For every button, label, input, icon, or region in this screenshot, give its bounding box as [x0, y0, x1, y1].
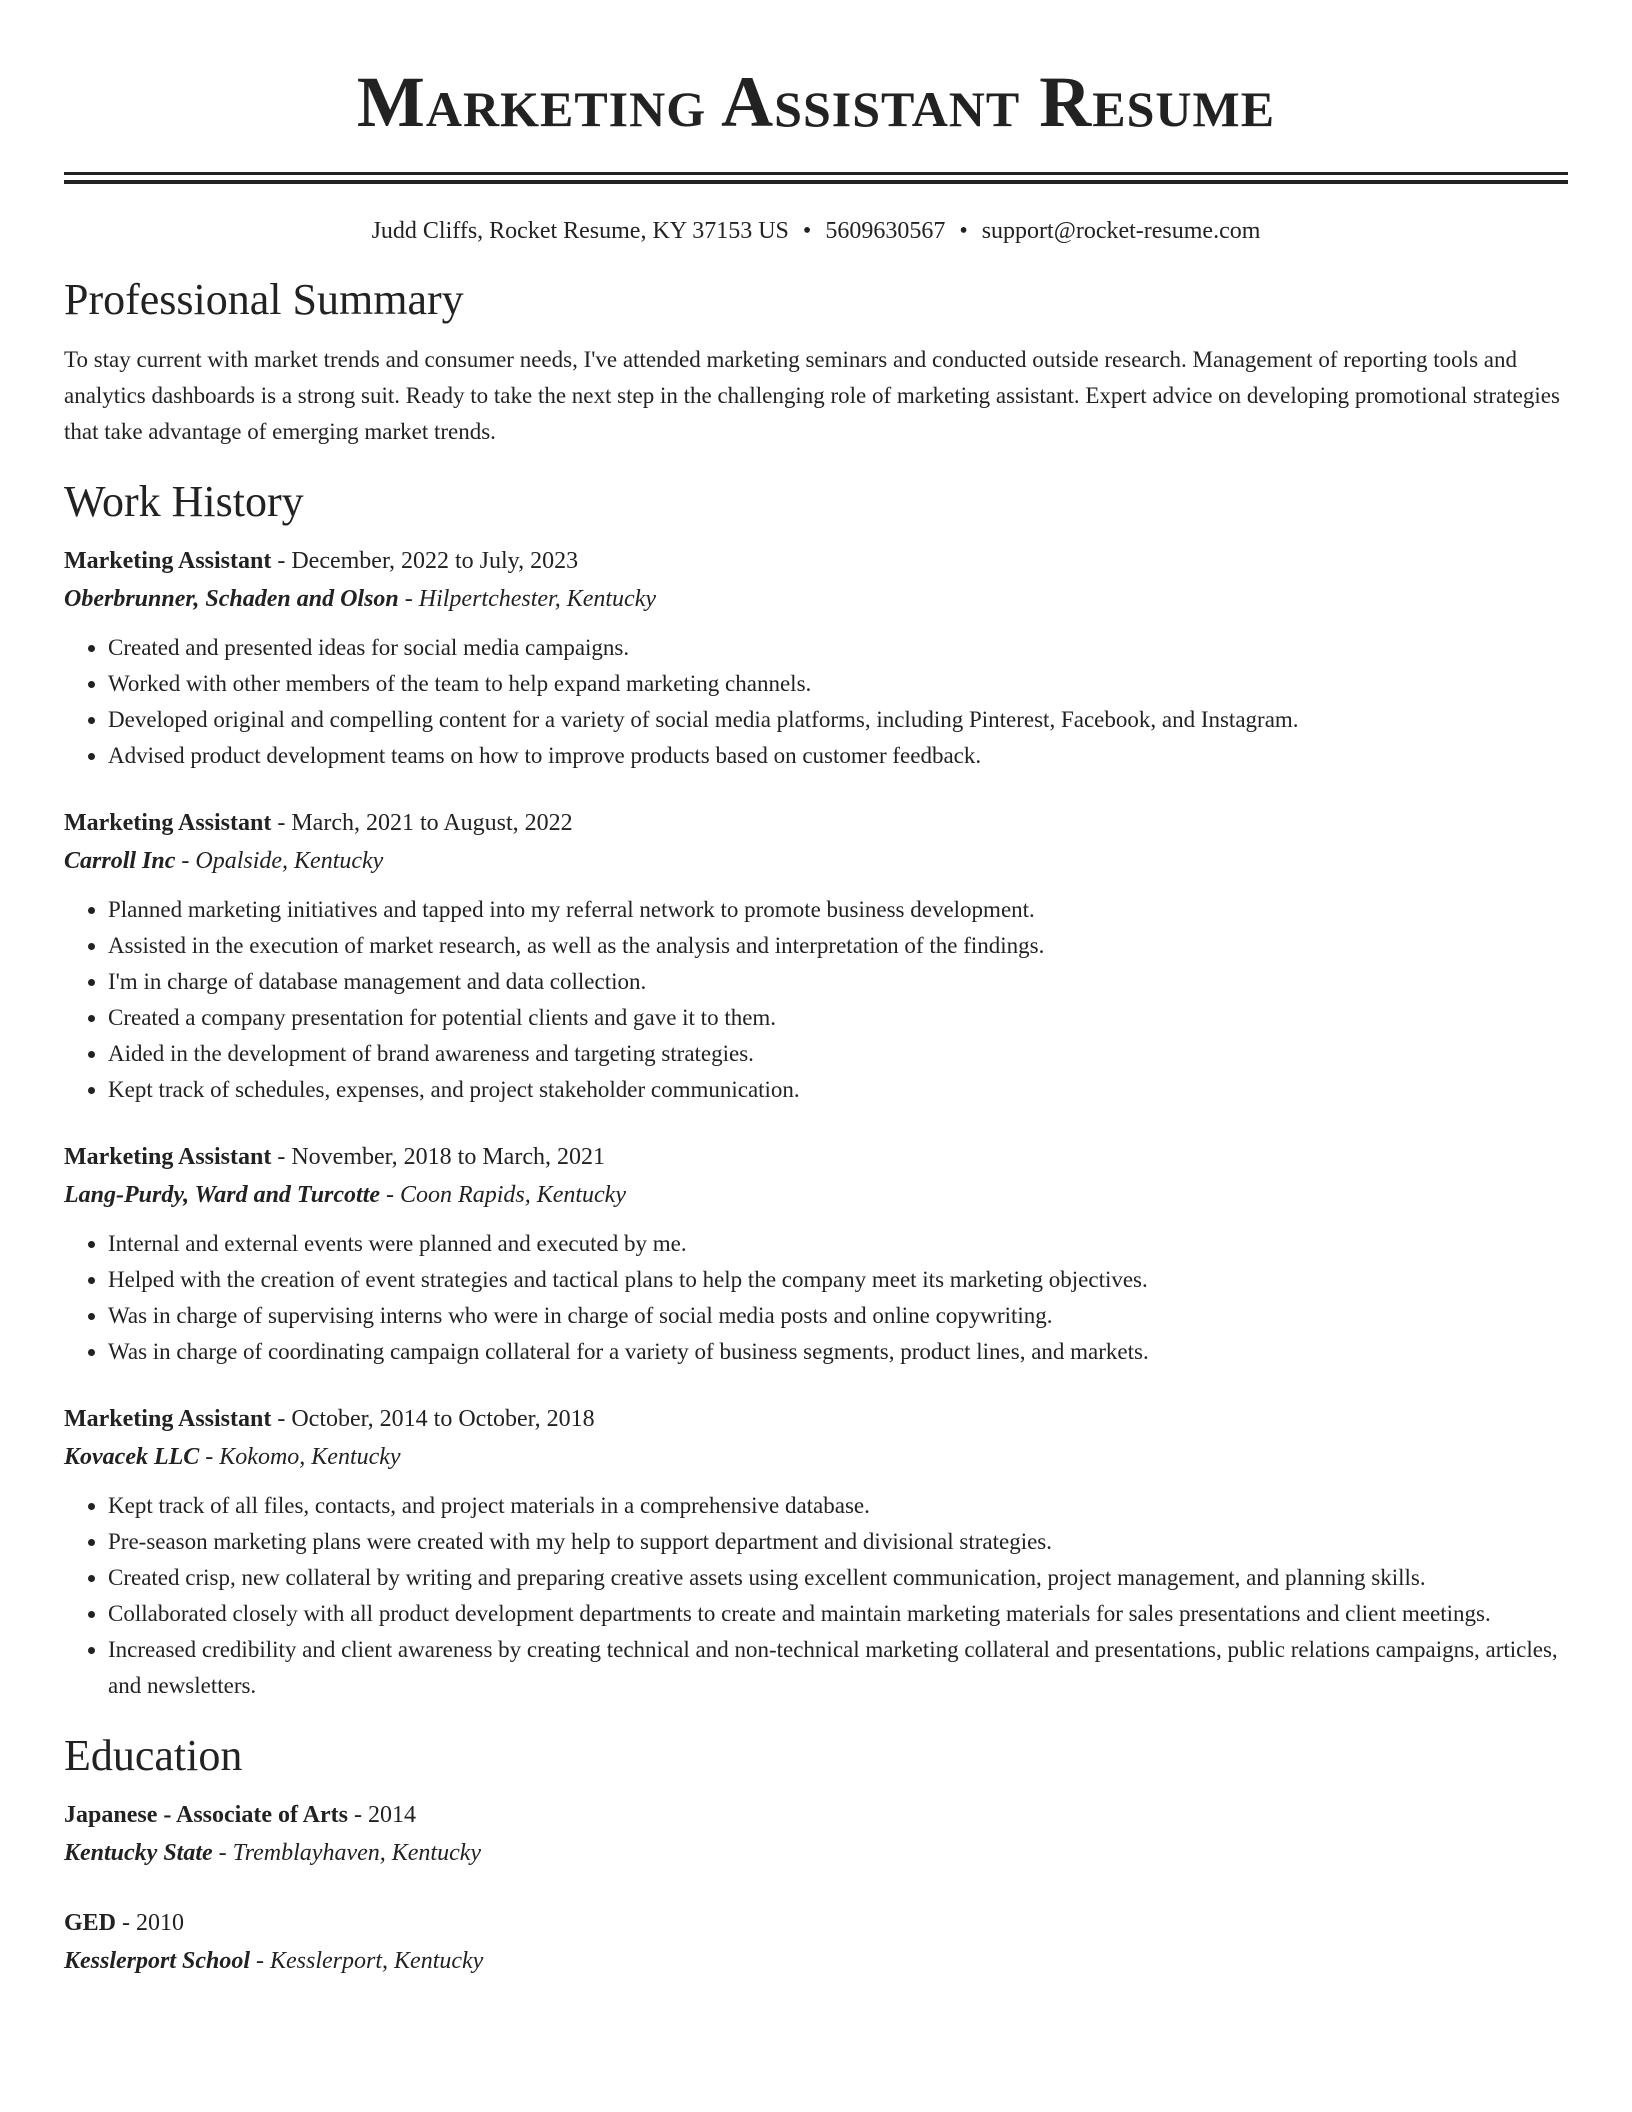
job-duty-item: • Pre-season marketing plans were created with my help to support department and divisional strategies. [108, 1524, 1568, 1560]
job-company-line [64, 580, 1568, 618]
job-company: Carroll Inc [64, 848, 176, 874]
job-duty-item: • I'm in charge of database management and data collection. [108, 964, 1568, 1000]
job-role: Marketing Assistant [64, 810, 272, 836]
education-list [64, 1796, 1568, 1980]
job-duties-list [64, 1226, 1568, 1370]
job-dates: - March, 2021 to August, 2022 [271, 810, 573, 836]
contact-address: Judd Cliffs, Rocket Resume, KY 37153 US [371, 218, 789, 244]
job-duties-list [64, 892, 1568, 1108]
education-year: - 2010 [116, 1910, 185, 1936]
job-location: - Opalside, Kentucky [175, 848, 384, 874]
contact-email: support@rocket-resume.com [981, 218, 1261, 244]
job-company-line [64, 1438, 1568, 1476]
job-duty-item: • Worked with other members of the team to help expand marketing channels. [108, 666, 1568, 702]
education-school: Kentucky State [64, 1840, 213, 1866]
title-double-rule [64, 172, 1568, 184]
education-degree: GED [64, 1910, 117, 1936]
education-school-line [64, 1942, 1568, 1980]
job-duties-list [64, 1488, 1568, 1704]
job-duty-item: • Kept track of all files, contacts, and project materials in a comprehensive database. [108, 1488, 1568, 1524]
education-entry [64, 1904, 1568, 1980]
education-school: Kesslerport School [64, 1948, 251, 1974]
job-duties-list [64, 630, 1568, 774]
job-role: Marketing Assistant [64, 548, 272, 574]
job-duty-item: • Created and presented ideas for social media campaigns. [108, 630, 1568, 666]
job-company-line [64, 842, 1568, 880]
job-entry [64, 542, 1568, 774]
job-duty-item: • Developed original and compelling content for a variety of social media platforms, including Pinterest, Facebook, and Instagram. [108, 702, 1568, 738]
job-company: Kovacek LLC [64, 1444, 200, 1470]
job-company: Oberbrunner, Schaden and Olson [64, 586, 399, 612]
job-dates: - October, 2014 to October, 2018 [271, 1406, 595, 1432]
job-duty-item: • Aided in the development of brand awareness and targeting strategies. [108, 1036, 1568, 1072]
contact-separator: • [802, 218, 812, 244]
job-duty-item: • Created crisp, new collateral by writing and preparing creative assets using excellent communication, project management, and planning skills. [108, 1560, 1568, 1596]
job-company-line [64, 1176, 1568, 1214]
job-duty-item: • Was in charge of coordinating campaign collateral for a variety of business segments, product lines, and markets. [108, 1334, 1568, 1370]
job-entry [64, 804, 1568, 1108]
job-location: - Kokomo, Kentucky [199, 1444, 401, 1470]
education-school-line [64, 1834, 1568, 1872]
job-title-line [64, 1138, 1568, 1176]
job-duty-item: • Internal and external events were planned and executed by me. [108, 1226, 1568, 1262]
job-duty-item: • Helped with the creation of event strategies and tactical plans to help the company meet its marketing objectives. [108, 1262, 1568, 1298]
job-company: Lang-Purdy, Ward and Turcotte [64, 1182, 381, 1208]
job-duty-item: • Increased credibility and client awareness by creating technical and non-technical marketing collateral and presentations, public relations campaigns, articles, and newsletters. [108, 1632, 1568, 1704]
job-duty-item: • Planned marketing initiatives and tapped into my referral network to promote business development. [108, 892, 1568, 928]
job-location: - Coon Rapids, Kentucky [380, 1182, 626, 1208]
education-heading: Education [64, 1731, 243, 1780]
education-degree: Japanese - Associate of Arts [64, 1802, 348, 1828]
education-year: - 2014 [347, 1802, 416, 1828]
job-title-line [64, 542, 1568, 580]
job-dates: - December, 2022 to July, 2023 [271, 548, 579, 574]
job-duty-item: • Created a company presentation for potential clients and gave it to them. [108, 1000, 1568, 1036]
education-degree-line [64, 1904, 1568, 1942]
education-location: - Kesslerport, Kentucky [250, 1948, 484, 1974]
summary-text: To stay current with market trends and consumer needs, I've attended marketing seminars and conducted outside research. Management of reporting tools and analytics dashboards is a strong suit. Ready to take the next step in the challenging role of marketing assistant. Expert advice on developing promotional strategies that take advantage of emerging market trends. [64, 347, 1560, 444]
education-entry [64, 1796, 1568, 1872]
resume-title: Marketing Assistant Resume [356, 62, 1276, 142]
contact-line [64, 214, 1568, 248]
job-role: Marketing Assistant [64, 1406, 272, 1432]
job-role: Marketing Assistant [64, 1144, 272, 1170]
job-location: - Hilpertchester, Kentucky [398, 586, 657, 612]
job-dates: - November, 2018 to March, 2021 [271, 1144, 605, 1170]
work-history-list [64, 542, 1568, 1704]
job-duty-item: • Kept track of schedules, expenses, and project stakeholder communication. [108, 1072, 1568, 1108]
contact-separator: • [959, 218, 968, 244]
contact-phone: 5609630567 [825, 218, 946, 244]
job-duty-item: • Assisted in the execution of market research, as well as the analysis and interpretation of the findings. [108, 928, 1568, 964]
job-title-line [64, 804, 1568, 842]
job-entry [64, 1400, 1568, 1704]
education-location: - Tremblayhaven, Kentucky [212, 1840, 482, 1866]
job-title-line [64, 1400, 1568, 1438]
job-entry [64, 1138, 1568, 1370]
education-degree-line [64, 1796, 1568, 1834]
work-history-heading: Work History [64, 477, 304, 526]
summary-heading: Professional Summary [64, 275, 464, 324]
job-duty-item: • Advised product development teams on how to improve products based on customer feedback. [108, 738, 1568, 774]
job-duty-item: • Collaborated closely with all product development departments to create and maintain marketing materials for sales presentations and client meetings. [108, 1596, 1568, 1632]
job-duty-item: • Was in charge of supervising interns who were in charge of social media posts and online copywriting. [108, 1298, 1568, 1334]
